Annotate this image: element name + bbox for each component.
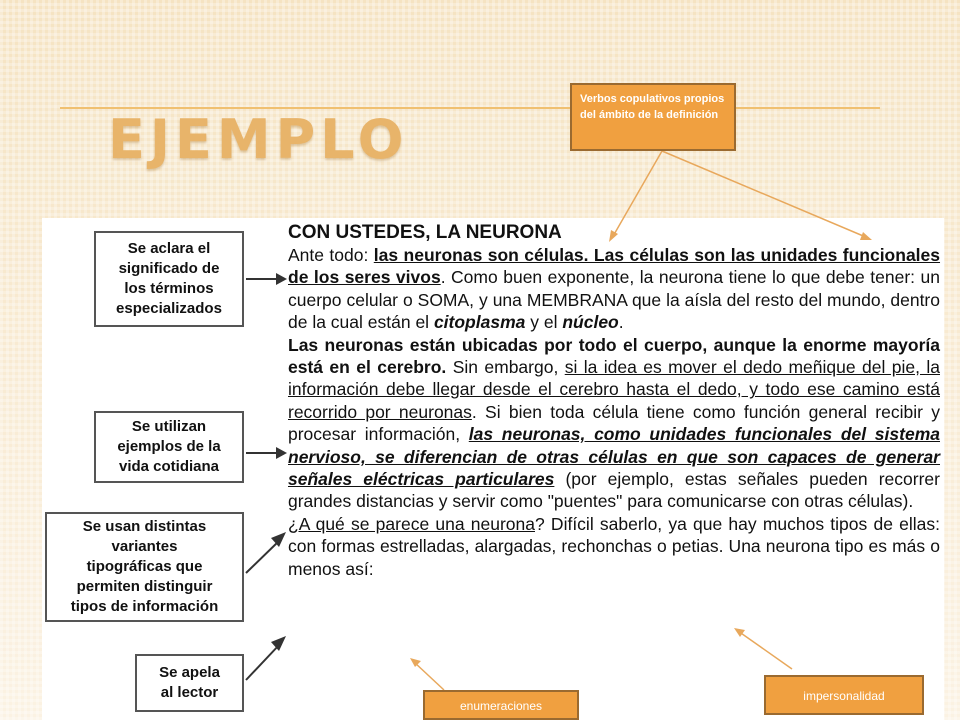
p3-text-3: , ya que hay muchos tipos de ellas: con formas estrelladas, alargadas, rechonchas o petias. Una neurona tipo es más o menos así: (288, 513, 940, 579)
callout-impersonality: impersonalidad (764, 675, 924, 715)
annotation-box-reader: Se apela al lector (135, 654, 244, 712)
p3-question: ¿A qué se parece una neurona (288, 513, 535, 534)
p1-text-1: Ante todo: (288, 245, 374, 265)
p1-text-5: y el (525, 312, 563, 333)
p2-text-4: . Si bien toda célula tiene como función general recibir y procesar información, (288, 401, 940, 445)
annotation-box-typography: Se usan distintas variantes tipográficas que permiten distinguir tipos de información (45, 512, 244, 622)
annotation-box-examples: Se utilizan ejemplos de la vida cotidiana (94, 411, 244, 483)
p1-definition: las neuronas son células. Las células son las unidades funcionales de los seres vivos (288, 245, 941, 288)
p1-text-3: . Como buen exponente, la neurona tiene lo que debe tener: un cuerpo celular o SOMA, y una MEMBRANA que la aísla del resto del mundo, dentro de la cual están el (288, 267, 940, 333)
annotation-box-terms: Se aclara el significado de los términos especializados (94, 231, 244, 327)
p2-text-2: Sin embargo, (446, 357, 565, 378)
slide-title: EJEMPLO (108, 108, 409, 171)
article-heading: CON USTEDES, LA NEURONA (288, 222, 562, 243)
p1-nucleo: núcleo (562, 312, 619, 333)
p1-text-7: . (618, 312, 624, 333)
p2-emphasis: las neuronas, como unidades funcionales del sistema nervioso, se diferencian de otras células en que son capaces de generar señales eléctricas particulares (288, 424, 940, 490)
p2-bold-sentence: Las neuronas están ubicadas por todo el cuerpo, aunque la enorme mayoría está en el cerebro. (288, 334, 940, 378)
callout-enumerations: enumeraciones (423, 690, 579, 720)
p3-text-2: ? Difícil saberlo (535, 513, 658, 534)
p2-example: si la idea es mover el dedo meñique del pie, la información debe llegar desde el cerebro hasta el dedo, y todo ese camino está recorrido por neuronas (288, 357, 940, 422)
p2-text-6: (por ejemplo, estas señales pueden recorrer grandes distancias y servir como "puentes" para comunicarse con otras células). (288, 469, 940, 512)
callout-copulative-verbs: Verbos copulativos propios del ámbito de la definición (570, 83, 736, 151)
p1-citoplasma: citoplasma (433, 312, 526, 333)
